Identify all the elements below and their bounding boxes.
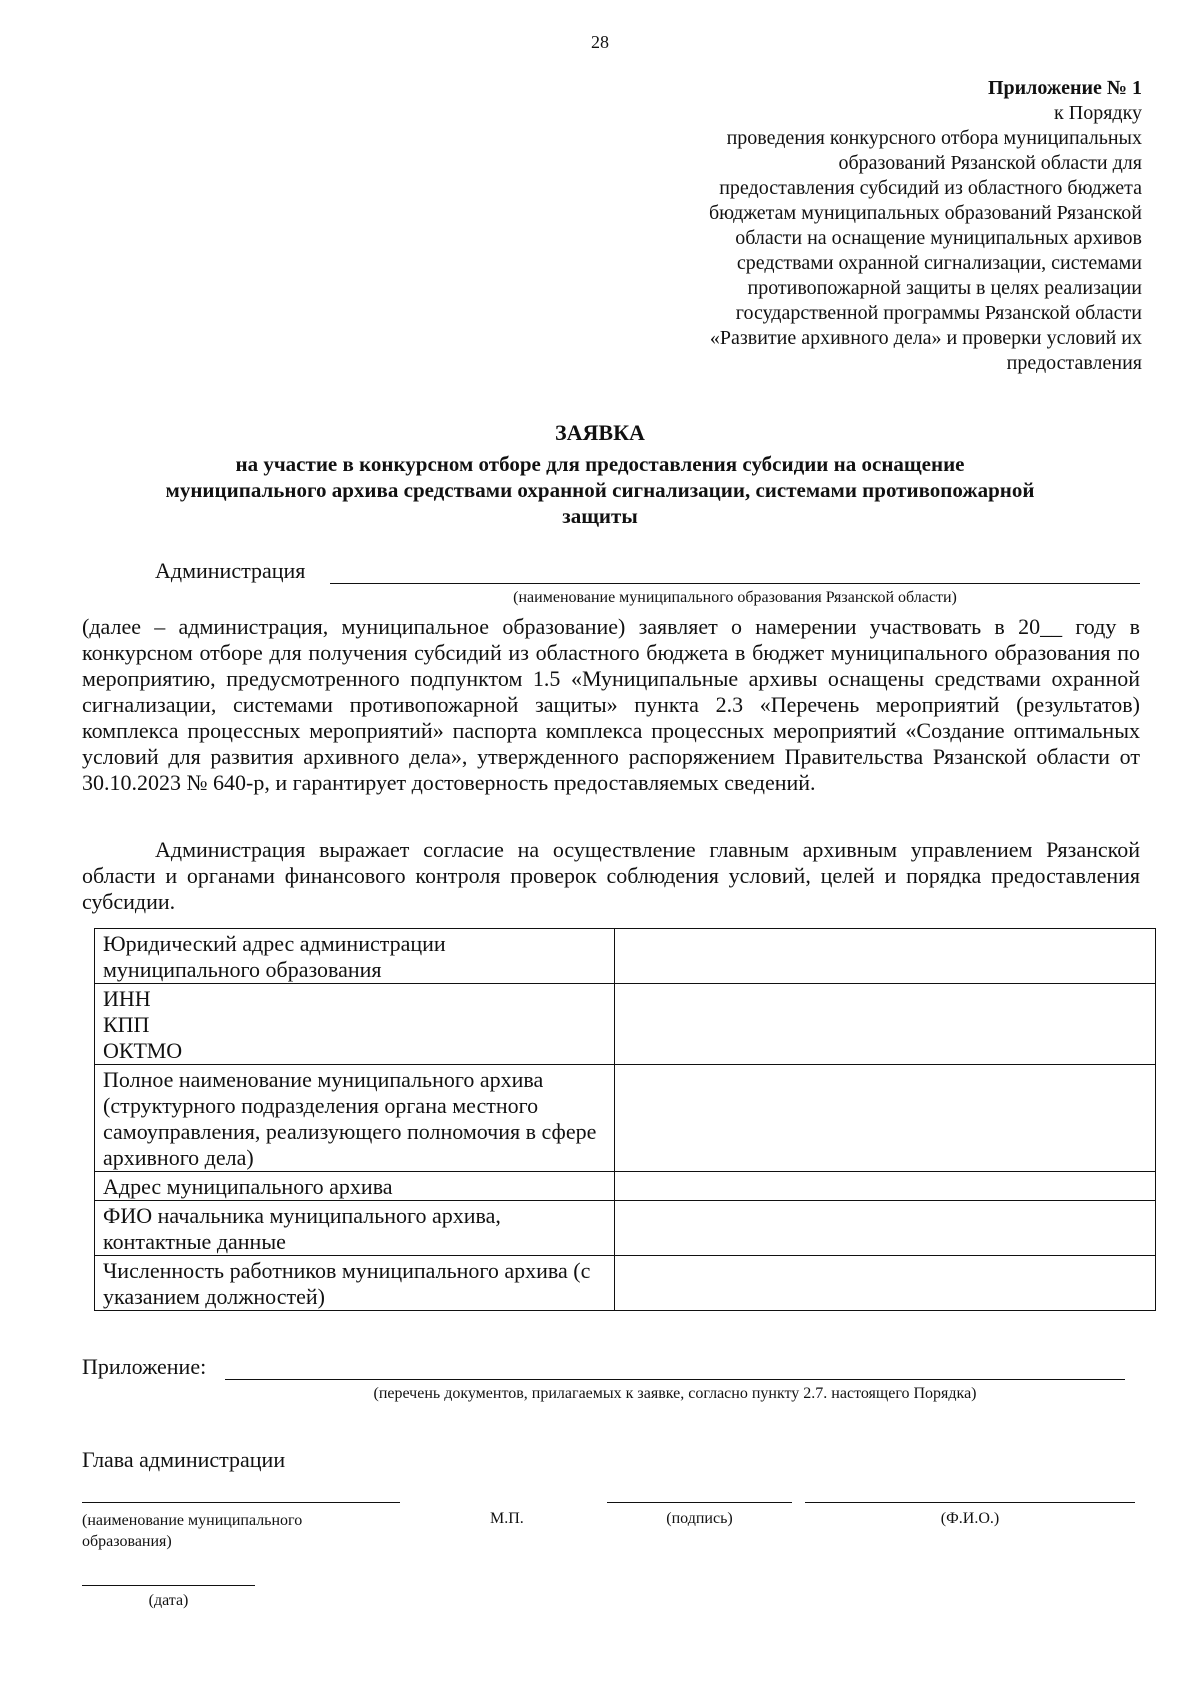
row-label-inn-kpp-oktmo: [95, 984, 615, 1065]
appendix-title: Приложение № 1: [987, 77, 1142, 99]
municipality-caption: (наименование муниципального образования): [82, 1512, 303, 1550]
row-value-archive-head[interactable]: [615, 1201, 1156, 1256]
info-table: [94, 928, 1156, 1311]
page-number: 28: [591, 32, 609, 52]
appendix-line: проведения конкурсного отбора муниципальных: [726, 127, 1142, 149]
row-label-legal-address: [95, 929, 615, 984]
attachment-field[interactable]: [225, 1379, 1125, 1380]
consent-paragraph: Администрация выражает согласие на осуществление главным архивным управлением Рязанской области и органами финансового контроля проверок соблюдения условий, целей и порядка предоставления субсидии.: [82, 837, 1140, 914]
row-label-archive-address: Адрес муниципального архива: [95, 1172, 615, 1201]
appendix-line: образований Рязанской области для: [838, 152, 1142, 174]
appendix-line: области на оснащение муниципальных архивов: [735, 227, 1142, 249]
row-value-staff-count[interactable]: [615, 1256, 1156, 1311]
date-field[interactable]: [82, 1585, 255, 1586]
row-value-legal-address[interactable]: [615, 929, 1156, 984]
administration-name-caption: (наименование муниципального образования Рязанской области): [513, 589, 957, 606]
appendix-line: государственной программы Рязанской области: [735, 302, 1142, 324]
administration-label: Администрация: [155, 558, 306, 583]
administration-name-field[interactable]: [330, 583, 1140, 584]
row-value-archive-address[interactable]: [615, 1172, 1156, 1201]
intent-paragraph: (далее – администрация, муниципальное образование) заявляет о намерении участвовать в 20__ году в конкурсном отборе для получения субсидий из областного бюджета в бюджет муниципального образования по мероприятию, предусмотренного подпунктом 1.5 «Муниципальные архивы оснащены средствами охранной сигнализации, системами противопожарной защиты» пункта 2.3 «Перечень мероприятий (результатов) комплекса процессных мероприятий» паспорта комплекса процессных мероприятий «Создание оптимальных условий для развития архивного дела», утвержденного распоряжением Правительства Рязанской области от 30.10.2023 № 640-р, и гарантирует достоверность предоставляемых сведений.: [82, 614, 1140, 795]
head-of-administration-label: Глава администрации: [82, 1447, 286, 1472]
fio-field[interactable]: [805, 1502, 1135, 1503]
row-value-archive-name[interactable]: [615, 1065, 1156, 1172]
document-heading: [100, 420, 1100, 529]
attachment-label: Приложение:: [82, 1354, 207, 1379]
row-label-staff-count: Численность работников муниципального архива (с указанием должностей): [95, 1256, 615, 1311]
document-title: ЗАЯВКА: [555, 420, 645, 445]
table-row: [95, 1172, 1156, 1201]
signature-field[interactable]: [607, 1502, 792, 1503]
heading-line: на участие в конкурсном отборе для предоставления субсидии на оснащение: [235, 452, 965, 476]
attachment-caption: (перечень документов, прилагаемых к заявке, согласно пункту 2.7. настоящего Порядка): [373, 1385, 977, 1402]
signature-caption: (подпись): [666, 1510, 733, 1527]
appendix-line: противопожарной защиты в целях реализации: [747, 277, 1142, 299]
municipality-name-field[interactable]: [82, 1502, 400, 1503]
row-label-archive-name: Полное наименование муниципального архива (структурного подразделения органа местного самоуправления, реализующего полномочия в сфере архивного дела): [95, 1065, 615, 1172]
row-label-text: Юридический адрес администрации муниципального образования: [103, 931, 446, 982]
appendix-block: [622, 76, 1142, 376]
fio-caption: (Ф.И.О.): [940, 1510, 1000, 1527]
row-value-inn-kpp-oktmo[interactable]: [615, 984, 1156, 1065]
appendix-line: к Порядку: [1054, 102, 1142, 124]
appendix-line: бюджетам муниципальных образований Рязанской: [708, 202, 1142, 224]
row-label-archive-head: ФИО начальника муниципального архива, контактные данные: [95, 1201, 615, 1256]
appendix-line: «Развитие архивного дела» и проверки условий их: [709, 327, 1142, 349]
table-row: [95, 1256, 1156, 1311]
heading-line: муниципального архива средствами охранной сигнализации, системами противопожарной: [165, 478, 1035, 502]
table-row: [95, 929, 1156, 984]
row-label-text: ИНН КПП ОКТМО: [103, 986, 183, 1063]
heading-line: защиты: [562, 504, 638, 528]
table-row: [95, 1065, 1156, 1172]
stamp-place: М.П.: [490, 1510, 524, 1527]
table-row: [95, 984, 1156, 1065]
table-row: [95, 1201, 1156, 1256]
date-caption: (дата): [148, 1592, 189, 1609]
appendix-line: средствами охранной сигнализации, системами: [736, 252, 1142, 274]
appendix-line: предоставления субсидий из областного бюджета: [719, 177, 1142, 199]
appendix-line: предоставления: [1006, 352, 1142, 374]
